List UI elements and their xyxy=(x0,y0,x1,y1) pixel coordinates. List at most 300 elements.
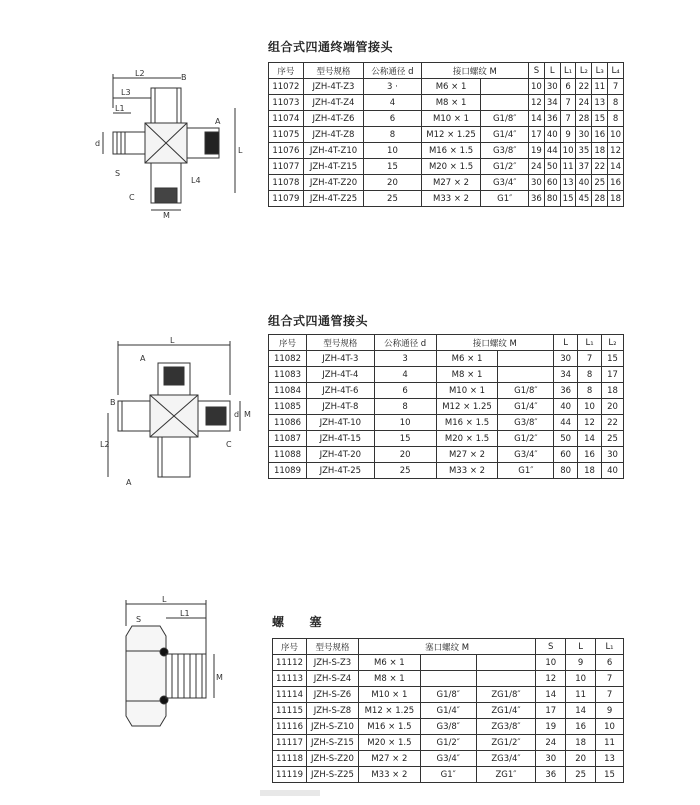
table-cell: M20 × 1.5 xyxy=(421,159,481,175)
table-cell: 10 xyxy=(566,671,596,687)
table-cell: 9 xyxy=(596,703,624,719)
table-cell: G1/4″ xyxy=(481,127,529,143)
table-cell xyxy=(498,351,554,367)
table-cell: 13 xyxy=(596,751,624,767)
table-cell: ZG3/4″ xyxy=(476,751,536,767)
table-cell: JZH-4T-6 xyxy=(306,383,374,399)
table-cell: JZH-4T-4 xyxy=(306,367,374,383)
table-cell: 3 · xyxy=(364,79,421,95)
table-cell: 37 xyxy=(576,159,592,175)
table-cell: 8 xyxy=(578,367,602,383)
table-cell: G1/4″ xyxy=(498,399,554,415)
table-cell: 11118 xyxy=(273,751,307,767)
table-cell xyxy=(476,671,536,687)
table-cell: JZH-4T-3 xyxy=(306,351,374,367)
header-cell: S xyxy=(536,639,566,655)
table-cell: JZH-4T-Z20 xyxy=(303,175,363,191)
table-cell: M6 × 1 xyxy=(358,655,420,671)
table-cell: 22 xyxy=(592,159,608,175)
header-cell: 型号规格 xyxy=(303,63,363,79)
header-cell: L₁ xyxy=(596,639,624,655)
table-row xyxy=(269,191,624,207)
table-cell: G1″ xyxy=(481,191,529,207)
table-cell xyxy=(481,95,529,111)
table-cell: 22 xyxy=(576,79,592,95)
table-cell: 17 xyxy=(529,127,545,143)
svg-text:M: M xyxy=(163,211,170,220)
table-cell: 9 xyxy=(566,655,596,671)
table-cell: 15 xyxy=(560,191,576,207)
table-row xyxy=(273,735,624,751)
svg-text:d: d xyxy=(95,139,101,148)
table-cell: JZH-4T-15 xyxy=(306,431,374,447)
header-cell: 公称通径 d xyxy=(364,63,421,79)
table-cell: 25 xyxy=(374,463,436,479)
table-cell: 14 xyxy=(566,703,596,719)
table-body xyxy=(273,655,624,783)
table-cell: 11072 xyxy=(269,79,304,95)
table-row xyxy=(269,127,624,143)
table-cell: 40 xyxy=(544,127,560,143)
table-cell: G1/2″ xyxy=(481,159,529,175)
table-cell: 24 xyxy=(576,95,592,111)
table-cell: 14 xyxy=(578,431,602,447)
table-cell: 80 xyxy=(554,463,578,479)
table-cell: 16 xyxy=(592,127,608,143)
table-row xyxy=(269,399,624,415)
header-cell: 公称通径 d xyxy=(374,335,436,351)
table-cell: 18 xyxy=(566,735,596,751)
table-cell: 17 xyxy=(536,703,566,719)
table-cell: M16 × 1.5 xyxy=(421,143,481,159)
drawing-plug xyxy=(110,596,230,746)
svg-text:M: M xyxy=(216,673,223,682)
table-cell: ZG1″ xyxy=(476,767,536,783)
table-cell: JZH-4T-25 xyxy=(306,463,374,479)
table-cell: 14 xyxy=(608,159,624,175)
table-row xyxy=(269,383,624,399)
spec-table-plug xyxy=(272,638,624,783)
table-cell: 11 xyxy=(560,159,576,175)
table-cell xyxy=(481,79,529,95)
svg-text:L3: L3 xyxy=(121,88,131,97)
table-cell: 30 xyxy=(554,351,578,367)
table-cell: G1″ xyxy=(498,463,554,479)
table-cell: M12 × 1.25 xyxy=(421,127,481,143)
table-row xyxy=(269,79,624,95)
table-cell: G3/8″ xyxy=(420,719,476,735)
table-cell: G3/4″ xyxy=(420,751,476,767)
header-cell: 型号规格 xyxy=(306,335,374,351)
table-cell: 11086 xyxy=(269,415,307,431)
table-cell: 11084 xyxy=(269,383,307,399)
table-cell: 28 xyxy=(592,191,608,207)
table-cell: JZH-S-Z4 xyxy=(306,671,358,687)
table-cell: 11085 xyxy=(269,399,307,415)
table-cell: 8 xyxy=(608,95,624,111)
table-cell xyxy=(476,655,536,671)
table-cell: JZH-S-Z20 xyxy=(306,751,358,767)
table-cell: 11076 xyxy=(269,143,304,159)
table-cell: 10 xyxy=(364,143,421,159)
svg-text:C: C xyxy=(226,440,232,449)
table-body xyxy=(269,79,624,207)
section-title-four-way: 组合式四通管接头 xyxy=(268,314,369,328)
table-cell: 11114 xyxy=(273,687,307,703)
table-cell: 11075 xyxy=(269,127,304,143)
table-cell: 11074 xyxy=(269,111,304,127)
table-cell: 7 xyxy=(560,111,576,127)
table-cell: 3 xyxy=(374,351,436,367)
table-cell: 18 xyxy=(592,143,608,159)
table-row xyxy=(273,767,624,783)
table-cell: 11078 xyxy=(269,175,304,191)
header-cell: 型号规格 xyxy=(306,639,358,655)
table-cell: G3/4″ xyxy=(481,175,529,191)
table-cell: 12 xyxy=(608,143,624,159)
table-cell: 20 xyxy=(364,175,421,191)
table-cell: JZH-S-Z10 xyxy=(306,719,358,735)
header-cell: L xyxy=(544,63,560,79)
table-cell: 25 xyxy=(602,431,624,447)
table-cell: 10 xyxy=(560,143,576,159)
table-cell: M8 × 1 xyxy=(358,671,420,687)
table-cell: M20 × 1.5 xyxy=(436,431,498,447)
table-cell: 11113 xyxy=(273,671,307,687)
table-cell: 12 xyxy=(536,671,566,687)
header-cell: L₁ xyxy=(560,63,576,79)
table-cell: 12 xyxy=(578,415,602,431)
table-cell: M16 × 1.5 xyxy=(358,719,420,735)
table-cell: 18 xyxy=(608,191,624,207)
table-cell: 11089 xyxy=(269,463,307,479)
table-cell: 20 xyxy=(374,447,436,463)
header-cell: 序号 xyxy=(273,639,307,655)
table-cell xyxy=(420,655,476,671)
table-row xyxy=(269,463,624,479)
table-cell: M12 × 1.25 xyxy=(358,703,420,719)
table-cell: 7 xyxy=(578,351,602,367)
svg-text:B: B xyxy=(181,73,187,82)
svg-text:L: L xyxy=(238,146,243,155)
table-cell: 17 xyxy=(602,367,624,383)
table-row xyxy=(269,351,624,367)
table-row xyxy=(273,719,624,735)
table-cell: JZH-4T-Z8 xyxy=(303,127,363,143)
header-cell: 接口螺纹 M xyxy=(436,335,554,351)
table-cell: ZG1/8″ xyxy=(476,687,536,703)
table-cell: 11079 xyxy=(269,191,304,207)
table-row xyxy=(269,143,624,159)
table-cell: JZH-4T-8 xyxy=(306,399,374,415)
svg-text:B: B xyxy=(110,398,116,407)
table-cell: 8 xyxy=(578,383,602,399)
table-cell: JZH-S-Z6 xyxy=(306,687,358,703)
header-cell: S xyxy=(529,63,545,79)
header-cell: L₄ xyxy=(608,63,624,79)
table-cell: JZH-S-Z3 xyxy=(306,655,358,671)
table-cell: M33 × 2 xyxy=(421,191,481,207)
table-cell: 11117 xyxy=(273,735,307,751)
section-title-plug: 螺 塞 xyxy=(272,615,323,629)
table-cell: 30 xyxy=(529,175,545,191)
svg-text:C: C xyxy=(129,193,135,202)
table-cell: 15 xyxy=(602,351,624,367)
table-cell: G1/2″ xyxy=(498,431,554,447)
table-cell: 4 xyxy=(364,95,421,111)
table-cell: 25 xyxy=(592,175,608,191)
table-cell: G3/8″ xyxy=(498,415,554,431)
svg-text:L2: L2 xyxy=(135,69,145,78)
table-cell: 16 xyxy=(608,175,624,191)
table-row xyxy=(273,671,624,687)
svg-text:L: L xyxy=(162,595,167,604)
table-header-row xyxy=(273,639,624,655)
table-cell: 34 xyxy=(554,367,578,383)
table-cell: G3/4″ xyxy=(498,447,554,463)
table-cell: 40 xyxy=(554,399,578,415)
table-cell: JZH-4T-Z4 xyxy=(303,95,363,111)
svg-text:S: S xyxy=(136,615,142,624)
table-cell: M16 × 1.5 xyxy=(436,415,498,431)
table-cell: 8 xyxy=(608,111,624,127)
table-cell: 10 xyxy=(529,79,545,95)
table-cell: M33 × 2 xyxy=(358,767,420,783)
table-cell: 14 xyxy=(529,111,545,127)
table-cell: 24 xyxy=(529,159,545,175)
table-cell: 80 xyxy=(544,191,560,207)
table-cell: JZH-4T-Z3 xyxy=(303,79,363,95)
svg-text:L2: L2 xyxy=(100,440,110,449)
table-cell: 4 xyxy=(374,367,436,383)
footer-mark xyxy=(260,790,320,796)
table-cell: G1/8″ xyxy=(420,687,476,703)
table-cell: M8 × 1 xyxy=(421,95,481,111)
table-cell: 13 xyxy=(560,175,576,191)
table-row xyxy=(269,159,624,175)
table-cell: JZH-4T-10 xyxy=(306,415,374,431)
table-cell: 11077 xyxy=(269,159,304,175)
table-cell: 6 xyxy=(596,655,624,671)
table-cell: 15 xyxy=(374,431,436,447)
table-row xyxy=(269,431,624,447)
table-cell: 16 xyxy=(578,447,602,463)
table-cell: 19 xyxy=(529,143,545,159)
table-cell: 35 xyxy=(576,143,592,159)
table-cell: 6 xyxy=(560,79,576,95)
table-row xyxy=(273,655,624,671)
table-cell: M6 × 1 xyxy=(436,351,498,367)
table-cell: JZH-4T-Z25 xyxy=(303,191,363,207)
table-cell: M27 × 2 xyxy=(436,447,498,463)
table-cell: 36 xyxy=(536,767,566,783)
table-cell: 6 xyxy=(364,111,421,127)
table-cell: 11 xyxy=(596,735,624,751)
table-cell: 36 xyxy=(529,191,545,207)
table-cell: 45 xyxy=(576,191,592,207)
header-cell: L₂ xyxy=(602,335,624,351)
table-cell: 15 xyxy=(596,767,624,783)
svg-text:A: A xyxy=(126,478,132,487)
header-cell: L₂ xyxy=(576,63,592,79)
table-cell: G1″ xyxy=(420,767,476,783)
table-cell: 30 xyxy=(536,751,566,767)
table-cell: ZG1/2″ xyxy=(476,735,536,751)
table-row xyxy=(269,95,624,111)
table-cell: ZG1/4″ xyxy=(476,703,536,719)
table-cell: 44 xyxy=(544,143,560,159)
table-cell: JZH-4T-Z15 xyxy=(303,159,363,175)
table-row xyxy=(269,175,624,191)
table-cell: 10 xyxy=(608,127,624,143)
table-cell: 6 xyxy=(374,383,436,399)
table-cell: M10 × 1 xyxy=(436,383,498,399)
table-cell: G1/2″ xyxy=(420,735,476,751)
table-cell: M33 × 2 xyxy=(436,463,498,479)
table-cell: M27 × 2 xyxy=(358,751,420,767)
table-cell: 11082 xyxy=(269,351,307,367)
table-cell: 19 xyxy=(536,719,566,735)
table-row xyxy=(273,687,624,703)
table-cell: G3/8″ xyxy=(481,143,529,159)
table-cell: 30 xyxy=(576,127,592,143)
table-cell: JZH-S-Z8 xyxy=(306,703,358,719)
table-cell: 11088 xyxy=(269,447,307,463)
table-cell: M27 × 2 xyxy=(421,175,481,191)
svg-text:A: A xyxy=(215,117,221,126)
table-cell: 30 xyxy=(602,447,624,463)
table-row xyxy=(269,111,624,127)
table-cell: 11112 xyxy=(273,655,307,671)
table-cell: 11116 xyxy=(273,719,307,735)
table-cell: 20 xyxy=(566,751,596,767)
drawing-four-way-terminal xyxy=(95,68,255,218)
table-cell: JZH-S-Z15 xyxy=(306,735,358,751)
svg-text:M: M xyxy=(244,410,251,419)
table-cell: 11 xyxy=(592,79,608,95)
header-cell: 塞口螺纹 M xyxy=(358,639,535,655)
svg-text:d: d xyxy=(234,410,240,419)
table-cell: 28 xyxy=(576,111,592,127)
table-header-row xyxy=(269,63,624,79)
header-cell: L xyxy=(566,639,596,655)
svg-text:A: A xyxy=(140,354,146,363)
table-cell: 12 xyxy=(529,95,545,111)
table-cell: 7 xyxy=(560,95,576,111)
table-cell: JZH-S-Z25 xyxy=(306,767,358,783)
table-cell: G1/8″ xyxy=(498,383,554,399)
table-cell xyxy=(420,671,476,687)
table-cell: G1/4″ xyxy=(420,703,476,719)
table-row xyxy=(269,415,624,431)
svg-text:L4: L4 xyxy=(191,176,201,185)
table-cell: 11115 xyxy=(273,703,307,719)
table-row xyxy=(269,367,624,383)
table-cell: 25 xyxy=(364,191,421,207)
table-cell: 7 xyxy=(596,687,624,703)
table-cell: 11087 xyxy=(269,431,307,447)
table-cell: 24 xyxy=(536,735,566,751)
drawing-four-way xyxy=(100,335,250,490)
table-cell: 9 xyxy=(560,127,576,143)
table-cell: ZG3/8″ xyxy=(476,719,536,735)
header-cell: 序号 xyxy=(269,63,304,79)
table-cell: 44 xyxy=(554,415,578,431)
table-cell: 10 xyxy=(536,655,566,671)
table-cell: 11119 xyxy=(273,767,307,783)
table-cell: M6 × 1 xyxy=(421,79,481,95)
table-cell: 14 xyxy=(536,687,566,703)
table-cell: 40 xyxy=(576,175,592,191)
header-cell: 序号 xyxy=(269,335,307,351)
table-row xyxy=(273,703,624,719)
table-cell: 13 xyxy=(592,95,608,111)
table-cell: G1/8″ xyxy=(481,111,529,127)
table-cell: JZH-4T-Z10 xyxy=(303,143,363,159)
table-cell: 60 xyxy=(544,175,560,191)
table-cell: 40 xyxy=(602,463,624,479)
table-cell: 34 xyxy=(544,95,560,111)
table-cell: 11083 xyxy=(269,367,307,383)
table-cell: 11073 xyxy=(269,95,304,111)
table-cell: 50 xyxy=(554,431,578,447)
table-cell xyxy=(498,367,554,383)
table-cell: M8 × 1 xyxy=(436,367,498,383)
table-cell: 60 xyxy=(554,447,578,463)
table-cell: 30 xyxy=(544,79,560,95)
table-cell: JZH-4T-20 xyxy=(306,447,374,463)
table-cell: 7 xyxy=(608,79,624,95)
header-cell: L xyxy=(554,335,578,351)
table-cell: 36 xyxy=(544,111,560,127)
svg-text:L1: L1 xyxy=(115,104,125,113)
table-cell: 18 xyxy=(602,383,624,399)
table-body xyxy=(269,351,624,479)
spec-table-four-way xyxy=(268,334,624,479)
section-title-four-way-terminal: 组合式四通终端管接头 xyxy=(268,40,394,54)
svg-text:L: L xyxy=(170,336,175,345)
table-cell: 11 xyxy=(566,687,596,703)
table-cell: 10 xyxy=(596,719,624,735)
table-header-row xyxy=(269,335,624,351)
table-row xyxy=(269,447,624,463)
table-cell: M10 × 1 xyxy=(358,687,420,703)
table-row xyxy=(273,751,624,767)
table-cell: 15 xyxy=(592,111,608,127)
spec-table-four-way-terminal xyxy=(268,62,624,207)
table-cell: 7 xyxy=(596,671,624,687)
table-cell: 10 xyxy=(578,399,602,415)
svg-text:S: S xyxy=(115,169,121,178)
table-cell: 16 xyxy=(566,719,596,735)
table-cell: 8 xyxy=(374,399,436,415)
table-cell: 50 xyxy=(544,159,560,175)
table-cell: M20 × 1.5 xyxy=(358,735,420,751)
table-cell: 10 xyxy=(374,415,436,431)
table-cell: 8 xyxy=(364,127,421,143)
table-cell: 36 xyxy=(554,383,578,399)
table-cell: JZH-4T-Z6 xyxy=(303,111,363,127)
table-cell: 22 xyxy=(602,415,624,431)
table-cell: M10 × 1 xyxy=(421,111,481,127)
table-cell: M12 × 1.25 xyxy=(436,399,498,415)
table-cell: 18 xyxy=(578,463,602,479)
table-cell: 20 xyxy=(602,399,624,415)
svg-text:L1: L1 xyxy=(180,609,190,618)
table-cell: 15 xyxy=(364,159,421,175)
header-cell: L₁ xyxy=(578,335,602,351)
header-cell: L₃ xyxy=(592,63,608,79)
